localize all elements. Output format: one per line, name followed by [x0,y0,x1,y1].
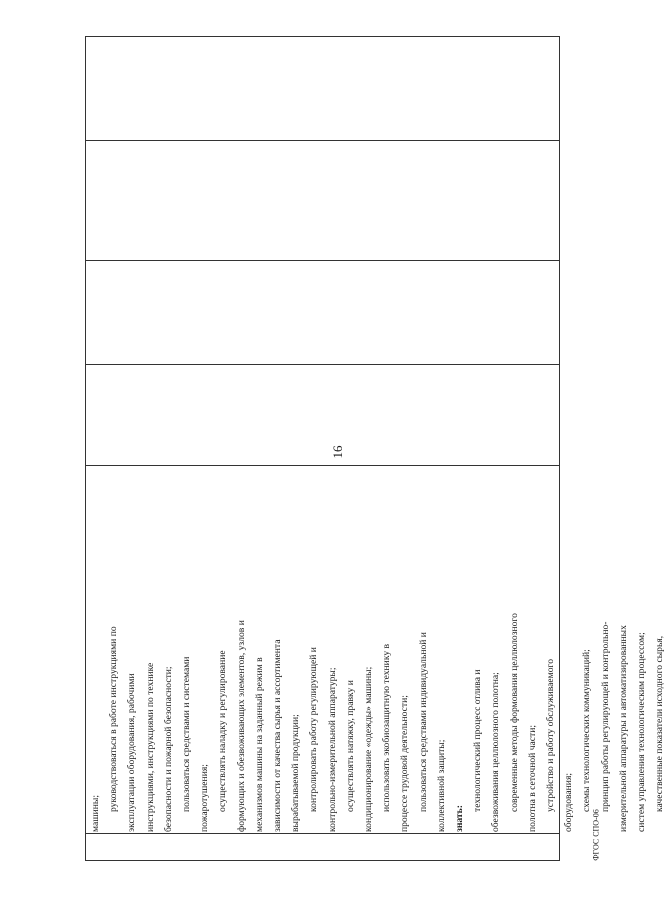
text-line: обезвоживания целлюлозного полотна; [490,672,502,832]
text-line: формующих и обезвоживающих элементов, узлов и [235,620,247,832]
text-line: схемы технологических коммуникаций; [581,649,593,812]
text-line: кондиционирование «одежды» машины; [363,666,375,832]
page-number: 16 [330,445,345,459]
text-line: процессе трудовой деятельности; [399,695,411,832]
text-line: пользоваться средствами индивидуальной и [417,632,429,812]
text-line: принцип работы регулирующей и контрольно- [599,621,611,812]
text-line: контрольно-измерительной аппаратуры; [326,667,338,832]
text-line: оборудования; [563,772,575,832]
text-line: качественные показатели исходного сырья, [654,635,666,812]
column-divider [85,364,560,365]
text-line: технологический процесс отлива и [472,669,484,812]
text-line: пожаротушения; [199,764,211,832]
column-divider [85,260,560,261]
text-line: контролировать работу регулирующей и [308,647,320,812]
column-divider [85,140,560,141]
text-line: измерительной аппаратуры и автоматизированных [617,625,629,832]
text-line: осуществлять натяжку, правку и [344,680,356,812]
text-line: осуществлять наладку и регулирование [217,650,229,812]
text-line: руководствоваться в работе инструкциями по [108,626,120,812]
text-line: безопасности и пожарной безопасности; [162,666,174,832]
text-line: полотна в сеточной части; [526,724,538,832]
text-line: коллективной защиты; [435,739,447,832]
text-line: современные методы формования целлюлозного [508,613,520,812]
text-line: зависимости от качества сырья и ассортимента [272,639,284,832]
text-line: пользоваться средствами и системами [181,656,193,812]
text-line: знать: [454,805,466,832]
footer-document-code: ФГОС СПО-06 [591,809,601,861]
text-line: машины; [90,794,101,832]
text-line: эксплуатации оборудования, рабочими [126,673,138,832]
text-line: инструкциями, инструкциями по технике [144,662,156,832]
skills-knowledge-cell [85,466,666,834]
text-line: механизмов машины на заданный режим в [253,657,265,832]
text-line: устройство и работу обслуживаемого [545,658,557,812]
text-line: систем управления технологическим процессом; [636,632,648,832]
text-line: вырабатываемой продукции; [290,714,302,832]
text-line: использовать экобиозащитную технику в [381,643,393,812]
